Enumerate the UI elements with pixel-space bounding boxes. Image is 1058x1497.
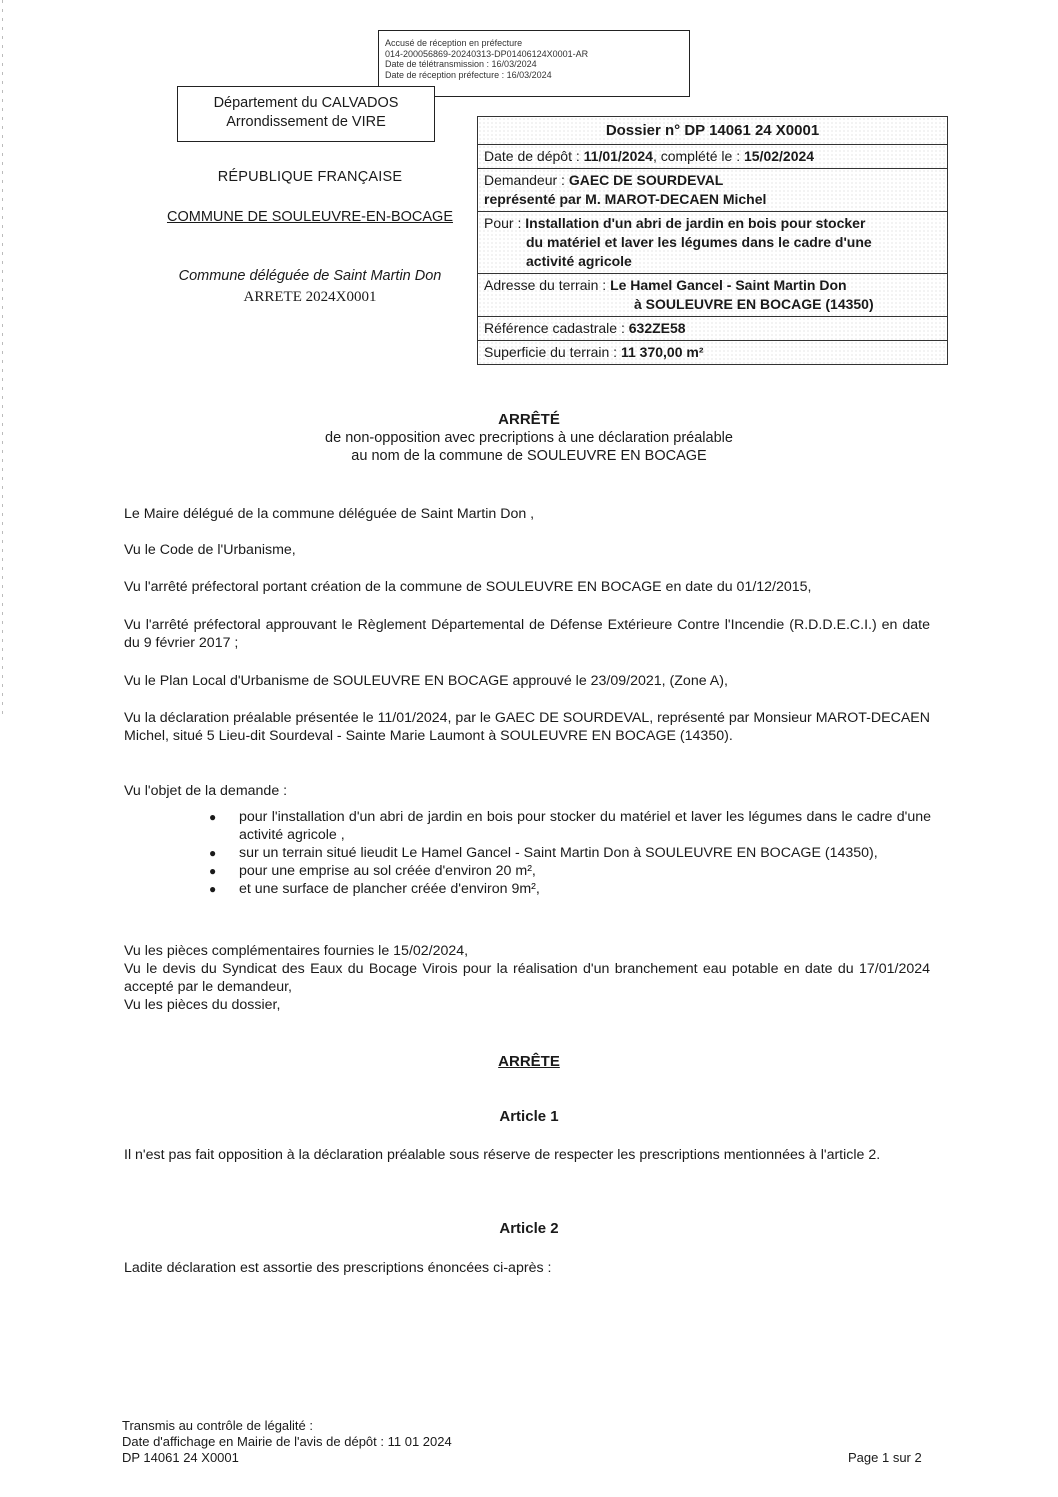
complete-label: , complété le : bbox=[652, 148, 744, 164]
scan-artifact bbox=[2, 0, 3, 720]
footer-affichage: Date d'affichage en Mairie de l'avis de dépôt : 11 01 2024 bbox=[122, 1434, 452, 1449]
vu-arrete-creation: Vu l'arrêté préfectoral portant création de la commune de SOULEUVRE EN BOCAGE en date du 01/12/2015, bbox=[124, 579, 812, 595]
depot-label: Date de dépôt : bbox=[484, 148, 584, 164]
stamp-line: Date de télétransmission : 16/03/2024 bbox=[385, 59, 537, 69]
complete-date: 15/02/2024 bbox=[743, 148, 815, 164]
dossier-row-reference bbox=[478, 317, 947, 341]
vu-rddeci: Vu l'arrêté préfectoral approuvant le Règlement Départemental de Défense Extérieure Contre l'Incendie (R.D.D.E.C.I.) en date du 9 février 2017 ; bbox=[124, 617, 930, 651]
footer-transmis: Transmis au contrôle de légalité : bbox=[122, 1418, 314, 1433]
article1-text: Il n'est pas fait opposition à la déclaration préalable sous réserve de respecter les prescriptions mentionnées à l'article 2. bbox=[124, 1147, 881, 1163]
list-item: ● pour une emprise au sol créée d'environ 20 m², bbox=[209, 863, 536, 879]
article2-heading: Article 2 bbox=[499, 1220, 559, 1237]
stamp-line: Accusé de réception en préfecture bbox=[385, 38, 523, 48]
footer-dossier-ref: DP 14061 24 X0001 bbox=[122, 1450, 239, 1465]
stamp-line: 014-200056869-20240313-DP01406124X0001-AR bbox=[385, 48, 589, 59]
dossier-title: Dossier n° DP 14061 24 X0001 bbox=[478, 117, 947, 145]
demandeur-label: Demandeur : bbox=[484, 172, 569, 188]
adresse-line: à SOULEUVRE EN BOCAGE (14350) bbox=[634, 296, 874, 312]
dossier-row-demandeur bbox=[478, 169, 947, 212]
title-arrete: ARRÊTÉ bbox=[498, 411, 560, 428]
title-line: de non-opposition avec precriptions à une déclaration préalable bbox=[325, 430, 733, 446]
list-item: ● pour l'installation d'un abri de jardin en bois pour stocker du matériel et laver les légumes dans le cadre d'une activité agricole , bbox=[209, 809, 931, 843]
demandeur-value: GAEC DE SOURDEVAL bbox=[568, 172, 724, 188]
stamp-line: Date de réception préfecture : 16/03/2024 bbox=[385, 69, 552, 80]
pour-line: activité agricole bbox=[526, 253, 632, 269]
dossier-row-depot bbox=[478, 145, 947, 169]
list-item-text: sur un terrain situé lieudit Le Hamel Gancel - Saint Martin Don à SOULEUVRE EN BOCAGE (14350), bbox=[239, 845, 878, 861]
commune-deleguee: Commune déléguée de Saint Martin Don bbox=[178, 268, 442, 284]
vu-pieces: Vu les pièces du dossier, bbox=[124, 997, 281, 1013]
dossier-row-adresse bbox=[478, 274, 947, 317]
arrondissement-name: Arrondissement de VIRE bbox=[226, 114, 386, 130]
arrete-number: ARRETE 2024X0001 bbox=[243, 289, 377, 305]
republique-heading: RÉPUBLIQUE FRANÇAISE bbox=[217, 169, 403, 185]
vu-devis: Vu le devis du Syndicat des Eaux du Bocage Virois pour la réalisation d'un branchement eau potable en date du 17/01/2024 accepté par le demandeur, bbox=[124, 961, 930, 995]
pour-line: Installation d'un abri de jardin en bois pour stocker bbox=[525, 215, 866, 231]
vu-plu: Vu le Plan Local d'Urbanisme de SOULEUVRE EN BOCAGE approuvé le 23/09/2021, (Zone A), bbox=[124, 673, 728, 689]
dossier-table bbox=[477, 116, 948, 365]
vu-pieces-complementaires: Vu les pièces complémentaires fournies le 15/02/2024, bbox=[124, 943, 469, 959]
document-title bbox=[0, 411, 1058, 465]
pour-line: du matériel et laver les légumes dans le cadre d'une bbox=[526, 234, 872, 250]
superficie-value: 11 370,00 m² bbox=[620, 344, 704, 360]
title-line: au nom de la commune de SOULEUVRE EN BOCAGE bbox=[351, 448, 707, 464]
list-item-text: et une surface de plancher créée d'environ 9m², bbox=[239, 881, 540, 897]
department-box bbox=[177, 86, 435, 142]
dossier-row-superficie bbox=[478, 341, 947, 364]
commune-heading: COMMUNE DE SOULEUVRE-EN-BOCAGE bbox=[166, 209, 453, 225]
pour-label: Pour : bbox=[484, 215, 526, 231]
list-item: ● et une surface de plancher créée d'environ 9m², bbox=[209, 881, 540, 897]
page-number: Page 1 sur 2 bbox=[848, 1450, 922, 1465]
reference-value: 632ZE58 bbox=[628, 320, 686, 336]
adresse-line: Le Hamel Gancel - Saint Martin Don bbox=[610, 277, 847, 293]
vu-objet: Vu l'objet de la demande : bbox=[124, 783, 288, 799]
superficie-label: Superficie du terrain : bbox=[484, 344, 621, 360]
vu-code: Vu le Code de l'Urbanisme, bbox=[124, 542, 296, 558]
list-item: ● sur un terrain situé lieudit Le Hamel Gancel - Saint Martin Don à SOULEUVRE EN BOCAGE (14350), bbox=[209, 845, 878, 861]
article2-text: Ladite déclaration est assortie des prescriptions énoncées ci-après : bbox=[124, 1260, 552, 1276]
reference-label: Référence cadastrale : bbox=[484, 320, 629, 336]
depot-date: 11/01/2024 bbox=[583, 148, 653, 164]
department-name: Département du CALVADOS bbox=[213, 95, 399, 111]
dossier-row-pour bbox=[478, 212, 947, 274]
objet-list bbox=[209, 808, 931, 898]
adresse-label: Adresse du terrain : bbox=[484, 277, 611, 293]
footer bbox=[122, 1418, 452, 1466]
vu-declaration: Vu la déclaration préalable présentée le 11/01/2024, par le GAEC DE SOURDEVAL, représenté par Monsieur MAROT-DECAEN Michel, situé 5 Lieu-dit Sourdeval - Sainte Marie Laumont à SOULEUVRE EN BOCAGE (14350). bbox=[124, 710, 930, 744]
arrete-heading: ARRÊTE bbox=[498, 1053, 560, 1070]
article1-heading: Article 1 bbox=[499, 1108, 559, 1125]
list-item-text: pour une emprise au sol créée d'environ 20 m², bbox=[239, 863, 536, 879]
represente-value: représenté par M. MAROT-DECAEN Michel bbox=[484, 191, 767, 207]
list-item-text: pour l'installation d'un abri de jardin en bois pour stocker du matériel et laver les légumes dans le cadre d'une activité agricole , bbox=[239, 809, 931, 843]
maire-line: Le Maire délégué de la commune déléguée de Saint Martin Don , bbox=[124, 506, 535, 522]
